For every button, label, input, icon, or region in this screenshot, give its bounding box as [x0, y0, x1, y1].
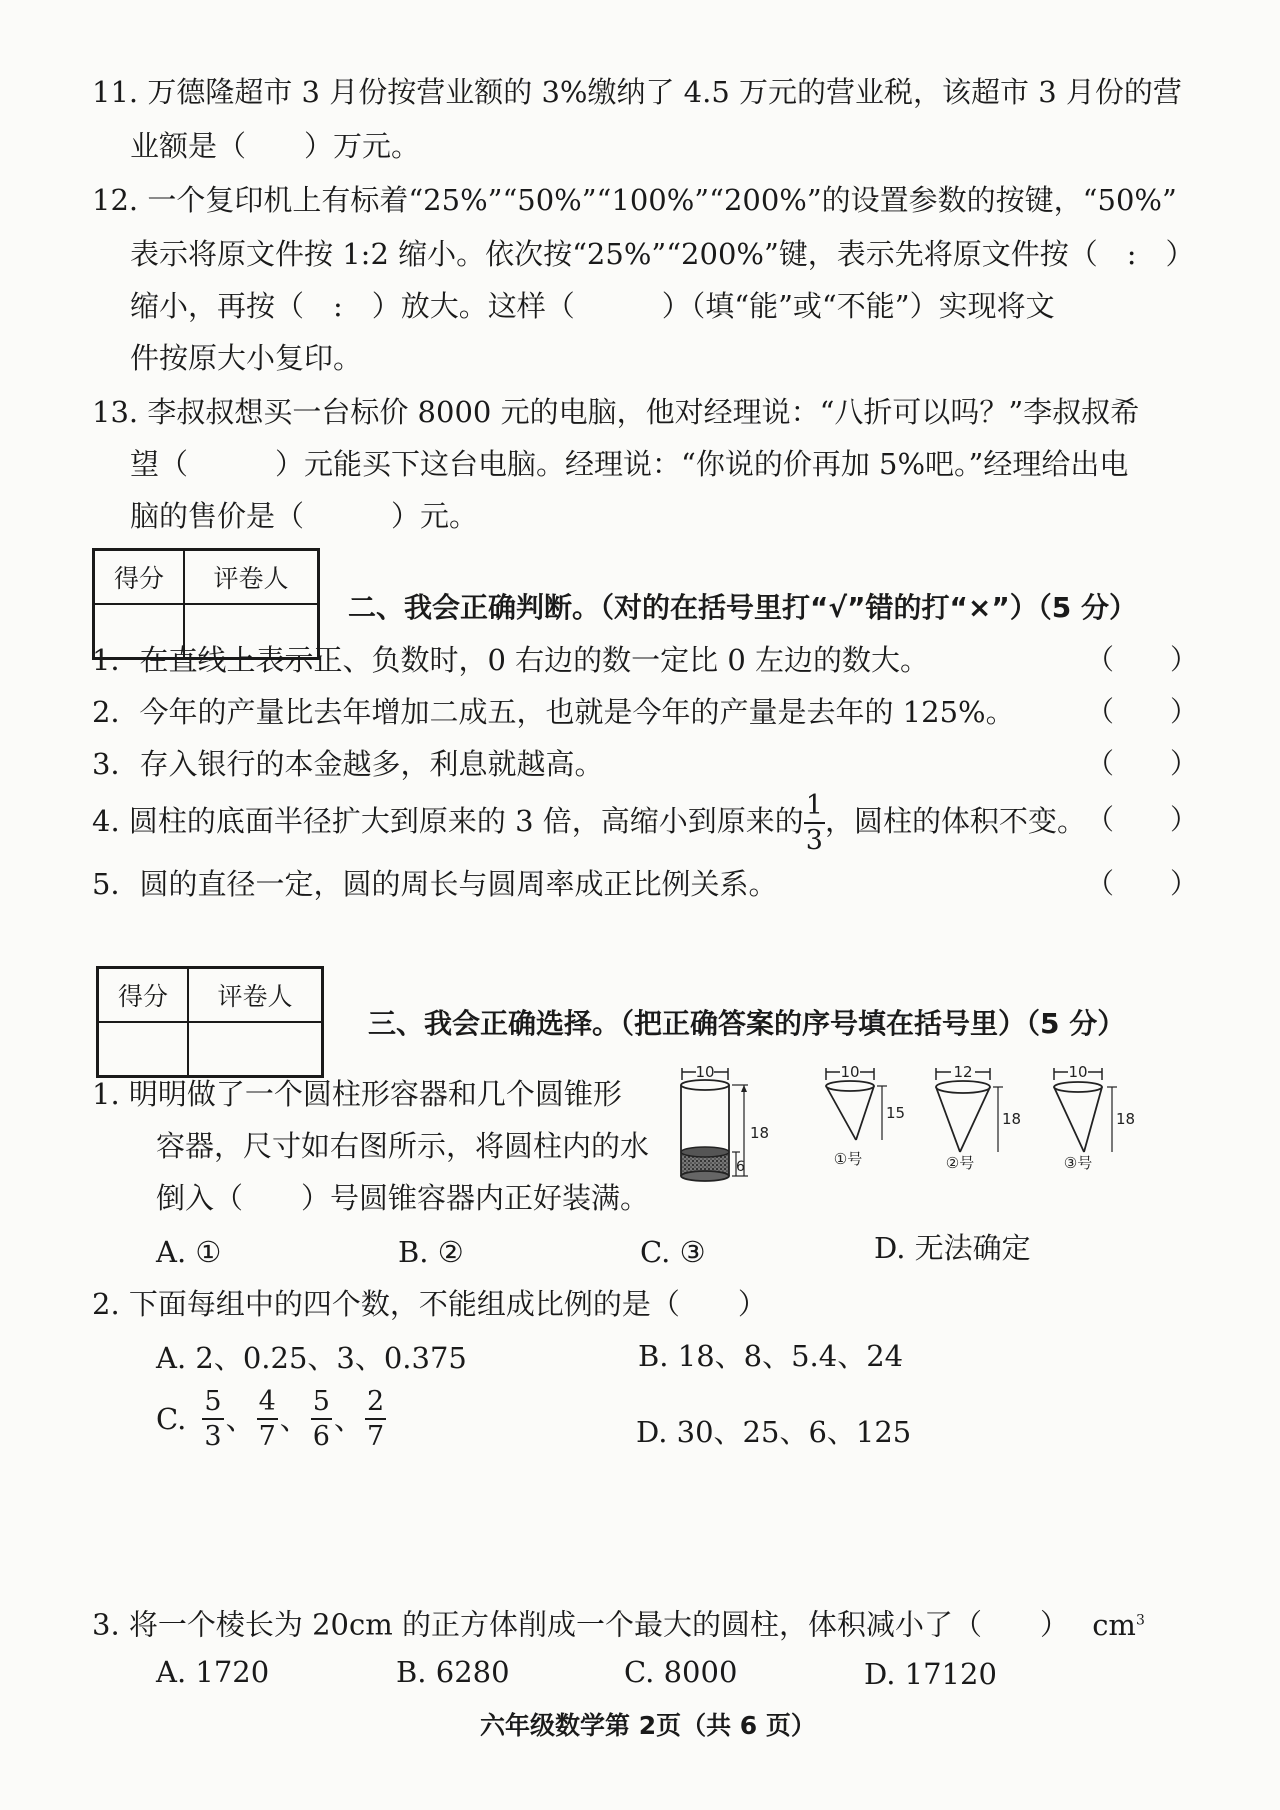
score-box-section3: [96, 966, 324, 1078]
choice-q1-option-c[interactable]: C. ③: [640, 1235, 706, 1269]
separator: 、: [279, 1402, 309, 1436]
choice-q3-option-a[interactable]: A. 1720: [156, 1655, 270, 1689]
judge-item-4: [92, 792, 1086, 854]
cylinder-water-label: 6: [736, 1159, 745, 1175]
choice-q2-option-d[interactable]: D. 30、25、6、125: [636, 1415, 912, 1449]
judge-item-2: 2．今年的产量比去年增加二成五，也就是今年的产量是去年的 125%。: [92, 695, 1015, 729]
judge-item-4-text-b: ，圆柱的体积不变。: [824, 804, 1086, 838]
judge-item-4-text-a: 4. 圆柱的底面半径扩大到原来的 3 倍，高缩小到原来的: [92, 804, 804, 838]
score-label: 得分: [94, 550, 185, 605]
score-cell[interactable]: [98, 1022, 189, 1077]
cone-2-height-label: 18: [1002, 1110, 1022, 1128]
cone-2-label: ②号: [945, 1154, 975, 1172]
fraction-4-7: [257, 1388, 278, 1450]
unit-cm3: [1092, 1608, 1145, 1642]
q11-line1: 11. 万德隆超市 3 月份按营业额的 3%缴纳了 4.5 万元的营业税，该超市 3 月份的营: [92, 75, 1182, 109]
judge-paren-5[interactable]: （ ）: [1086, 867, 1199, 900]
unit-superscript: 3: [1135, 1612, 1145, 1628]
judge-item-5: 5．圆的直径一定，圆的周长与圆周率成正比例关系。: [92, 867, 778, 901]
fraction-2-7: [365, 1388, 386, 1450]
cone-1-diameter-label: 10: [840, 1063, 860, 1081]
separator: 、: [333, 1402, 363, 1436]
cone-1-diagram: [826, 1063, 905, 1168]
choice-q1-option-b[interactable]: B. ②: [398, 1235, 464, 1269]
cone-1-label: ①号: [833, 1150, 863, 1168]
frac-numerator: 5: [202, 1388, 223, 1420]
cone-3-label: ③号: [1063, 1154, 1093, 1172]
judge-item-1: 1．在直线上表示正、负数时，0 右边的数一定比 0 左边的数大。: [92, 643, 930, 677]
frac-denominator: 7: [258, 1421, 276, 1452]
container-figure: [660, 1060, 1220, 1190]
cylinder-diagram: [681, 1063, 769, 1181]
fraction-5-3: [202, 1388, 223, 1450]
q12-line4: 件按原大小复印。: [130, 341, 363, 375]
q13-line3: 脑的售价是（ ）元。: [130, 499, 479, 533]
choice-q3-stem: [92, 1600, 1145, 1645]
judge-paren-1[interactable]: （ ）: [1086, 643, 1199, 676]
choice-q2-stem: 2. 下面每组中的四个数，不能组成比例的是（ ）: [92, 1287, 767, 1321]
choice-q2-option-c[interactable]: [156, 1388, 386, 1450]
separator: 、: [225, 1402, 255, 1436]
choice-q1-option-d[interactable]: D. 无法确定: [874, 1231, 1031, 1265]
cone-2-diameter-label: 12: [953, 1063, 973, 1081]
frac-numerator: 4: [257, 1388, 278, 1420]
cylinder-diameter-label: 10: [695, 1063, 715, 1081]
grader-cell[interactable]: [188, 1022, 323, 1077]
q12-line1: 12. 一个复印机上有标着“25%”“50%”“100%”“200%”的设置参数的按键，“50%”: [92, 183, 1177, 217]
frac-numerator: 5: [311, 1388, 332, 1420]
frac-numerator: 2: [365, 1388, 386, 1420]
frac-numerator: 1: [804, 792, 825, 824]
choice-q3-option-c[interactable]: C. 8000: [624, 1655, 738, 1689]
page-footer: 六年级数学第 2页（共 6 页）: [480, 1711, 816, 1740]
judge-paren-4[interactable]: （ ）: [1086, 803, 1199, 836]
judge-paren-2[interactable]: （ ）: [1086, 695, 1199, 728]
section2-title: 二、我会正确判断。（对的在括号里打“√”错的打“×”）（5 分）: [348, 591, 1137, 624]
q13-line2: 望（ ）元能买下这台电脑。经理说：“你说的价再加 5%吧。”经理给出电: [130, 447, 1129, 481]
cone-3-diagram: [1054, 1063, 1135, 1172]
fraction-5-6: [311, 1388, 332, 1450]
choice-q2-option-b[interactable]: B. 18、8、5.4、24: [638, 1339, 904, 1373]
cone-3-diameter-label: 10: [1068, 1063, 1088, 1081]
choice-q3-option-b[interactable]: B. 6280: [396, 1655, 510, 1689]
frac-denominator: 3: [204, 1421, 222, 1452]
option-c-label: C.: [156, 1402, 187, 1436]
grader-label: 评卷人: [188, 968, 323, 1023]
choice-q2-option-a[interactable]: A. 2、0.25、3、0.375: [156, 1341, 467, 1375]
choice-q1-option-a[interactable]: A. ①: [156, 1235, 222, 1269]
cone-3-height-label: 18: [1116, 1110, 1136, 1128]
one-third-fraction: [804, 792, 825, 854]
cone-2-diagram: [936, 1063, 1021, 1172]
q12-line2: 表示将原文件按 1:2 缩小。依次按“25%”“200%”键，表示先将原文件按（ : ）: [130, 237, 1195, 271]
judge-item-3: 3．存入银行的本金越多，利息就越高。: [92, 747, 604, 781]
frac-denominator: 6: [312, 1421, 330, 1452]
choice-q1-line1: 1. 明明做了一个圆柱形容器和几个圆锥形: [92, 1077, 622, 1111]
frac-denominator: 3: [805, 825, 823, 856]
choice-q3-stem-text: 3. 将一个棱长为 20cm 的正方体削成一个最大的圆柱，体积减小了（ ）: [92, 1607, 1069, 1642]
score-label: 得分: [98, 968, 189, 1023]
q12-line3: 缩小，再按（ : ）放大。这样（ ）（填“能”或“不能”）实现将文: [130, 289, 1055, 323]
section3-title: 三、我会正确选择。（把正确答案的序号填在括号里）（5 分）: [368, 1007, 1126, 1040]
cylinder-height-label: 18: [750, 1124, 770, 1142]
q11-line2: 业额是（ ）万元。: [130, 129, 421, 163]
judge-paren-3[interactable]: （ ）: [1086, 747, 1199, 780]
choice-q1-line3: 倒入（ ）号圆锥容器内正好装满。: [156, 1181, 650, 1215]
q13-line1: 13. 李叔叔想买一台标价 8000 元的电脑，他对经理说：“八折可以吗？”李叔叔希: [92, 395, 1140, 429]
choice-q3-option-d[interactable]: D. 17120: [864, 1657, 997, 1691]
choice-q1-line2: 容器，尺寸如右图所示，将圆柱内的水: [156, 1129, 650, 1163]
unit-base: cm: [1092, 1607, 1136, 1642]
grader-label: 评卷人: [184, 550, 319, 605]
frac-denominator: 7: [366, 1421, 385, 1452]
cone-1-height-label: 15: [886, 1104, 906, 1122]
